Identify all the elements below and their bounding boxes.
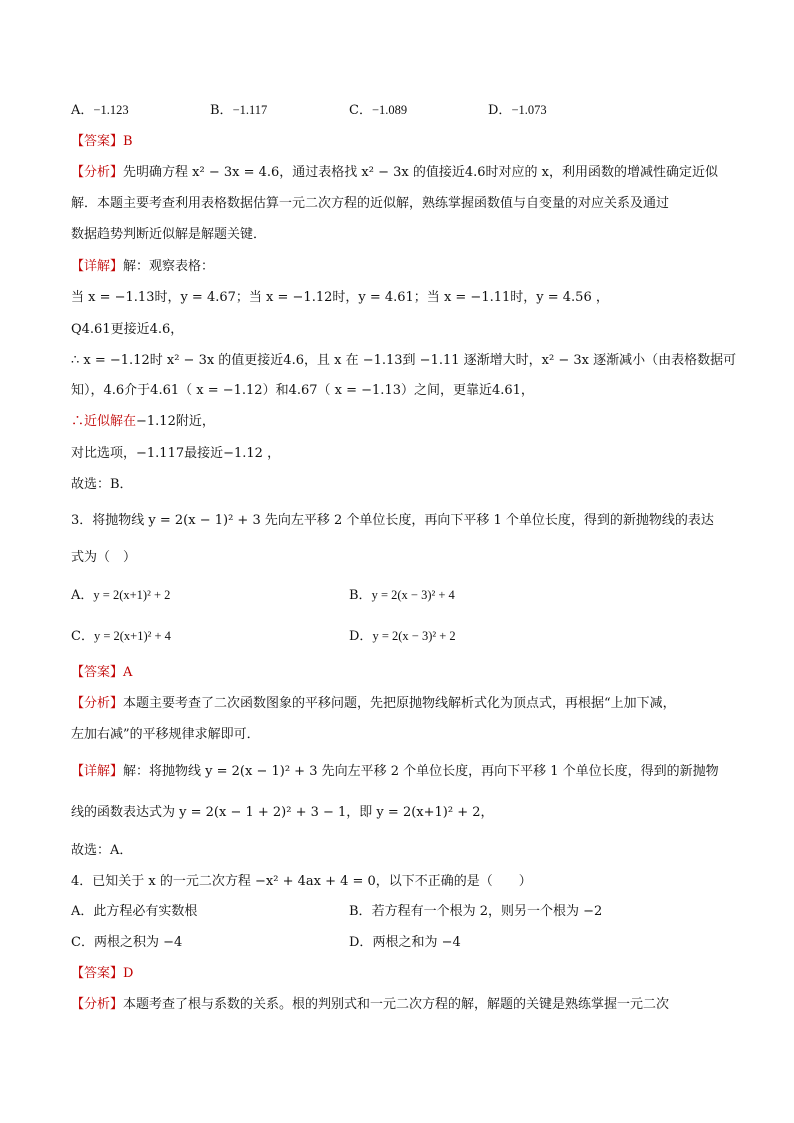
q4-option-b: B．若方程有一个根为 2，则另一个根为 −2 [349,904,603,919]
q2-detail-line-6: ∴近似解在−1.12附近， [71,414,215,429]
q2-answer: 【答案】B [71,134,133,149]
q4-option-c: C．两根之积为 −4 [71,935,183,950]
q2-detail-line-4: ∴ x = −1.12时 x² − 3x 的值更接近4.6，且 x 在 −1.13到 −1.11 逐渐增大时，x² − 3x 逐渐减小（由表格数据可 [71,353,737,368]
q2-detail-line-8: 故选：B． [71,477,133,492]
q2-option-a: A．−1.123 [71,103,129,118]
q2-detail-line-3: Q4.61更接近4.6， [71,322,184,337]
q4-option-d: D．两根之和为 −4 [349,935,461,950]
q3-stem-line-1: 3．将抛物线 y = 2(x − 1)² + 3 先向左平移 2 个单位长度，再向下平移 1 个单位长度，得到的新抛物线的表达 [71,513,714,528]
q2-option-b: B．−1.117 [210,103,268,118]
q2-detail-line-5: 知），4.6介于4.61（ x = −1.12）和4.67（ x = −1.13）之间，更靠近4.61， [71,383,534,398]
q2-analysis-line-1: 【分析】先明确方程 x² − 3x = 4.6，通过表格找 x² − 3x 的值接近4.6时对应的 x，利用函数的增减性确定近似 [71,165,718,180]
q3-option-b: B．y = 2(x − 3)² + 4 [349,588,455,603]
q4-analysis-line-1: 【分析】本题考查了根与系数的关系。根的判别式和一元二次方程的解，解题的关键是熟练掌握一元二次 [71,997,670,1012]
q2-option-c: C．−1.089 [349,103,408,118]
q2-analysis-line-2: 解．本题主要考查利用表格数据估算一元二次方程的近似解，熟练掌握函数值与自变量的对应关系及通过 [71,196,670,211]
q3-detail-line-1: 【详解】解：将抛物线 y = 2(x − 1)² + 3 先向左平移 2 个单位长度，再向下平移 1 个单位长度，得到的新抛物 [71,764,719,779]
q4-stem: 4．已知关于 x 的一元二次方程 −x² + 4ax + 4 = 0，以下不正确的是（ ） [71,874,532,889]
q3-analysis-line-2: 左加右减”的平移规律求解即可． [71,727,260,742]
q2-detail-line-2: 当 x = −1.13时，y = 4.67；当 x = −1.12时，y = 4.61；当 x = −1.11时，y = 4.56 ， [71,290,609,305]
q3-detail-line-2: 线的函数表达式为 y = 2(x − 1 + 2)² + 3 − 1，即 y = 2(x+1)² + 2， [71,805,494,820]
q3-option-c: C．y = 2(x+1)² + 4 [71,629,171,644]
q3-analysis-line-1: 【分析】本题主要考查了二次函数图象的平移问题，先把原抛物线解析式化为顶点式，再根据“上加下减， [71,696,676,711]
q3-option-a: A．y = 2(x+1)² + 2 [71,588,171,603]
q2-analysis-line-3: 数据趋势判断近似解是解题关键． [71,227,267,242]
q3-stem-line-2: 式为（ ） [71,550,137,565]
q2-detail-line-7: 对比选项，−1.117最接近−1.12 ， [71,446,281,461]
q4-answer: 【答案】D [71,966,134,981]
q2-option-d: D．−1.073 [488,103,547,118]
q3-option-d: D．y = 2(x − 3)² + 2 [349,629,456,644]
q3-detail-line-3: 故选：A． [71,843,133,858]
q4-option-a: A．此方程必有实数根 [71,904,198,919]
q3-answer: 【答案】A [71,665,133,680]
q2-detail-line-1: 【详解】解：观察表格： [71,259,215,274]
